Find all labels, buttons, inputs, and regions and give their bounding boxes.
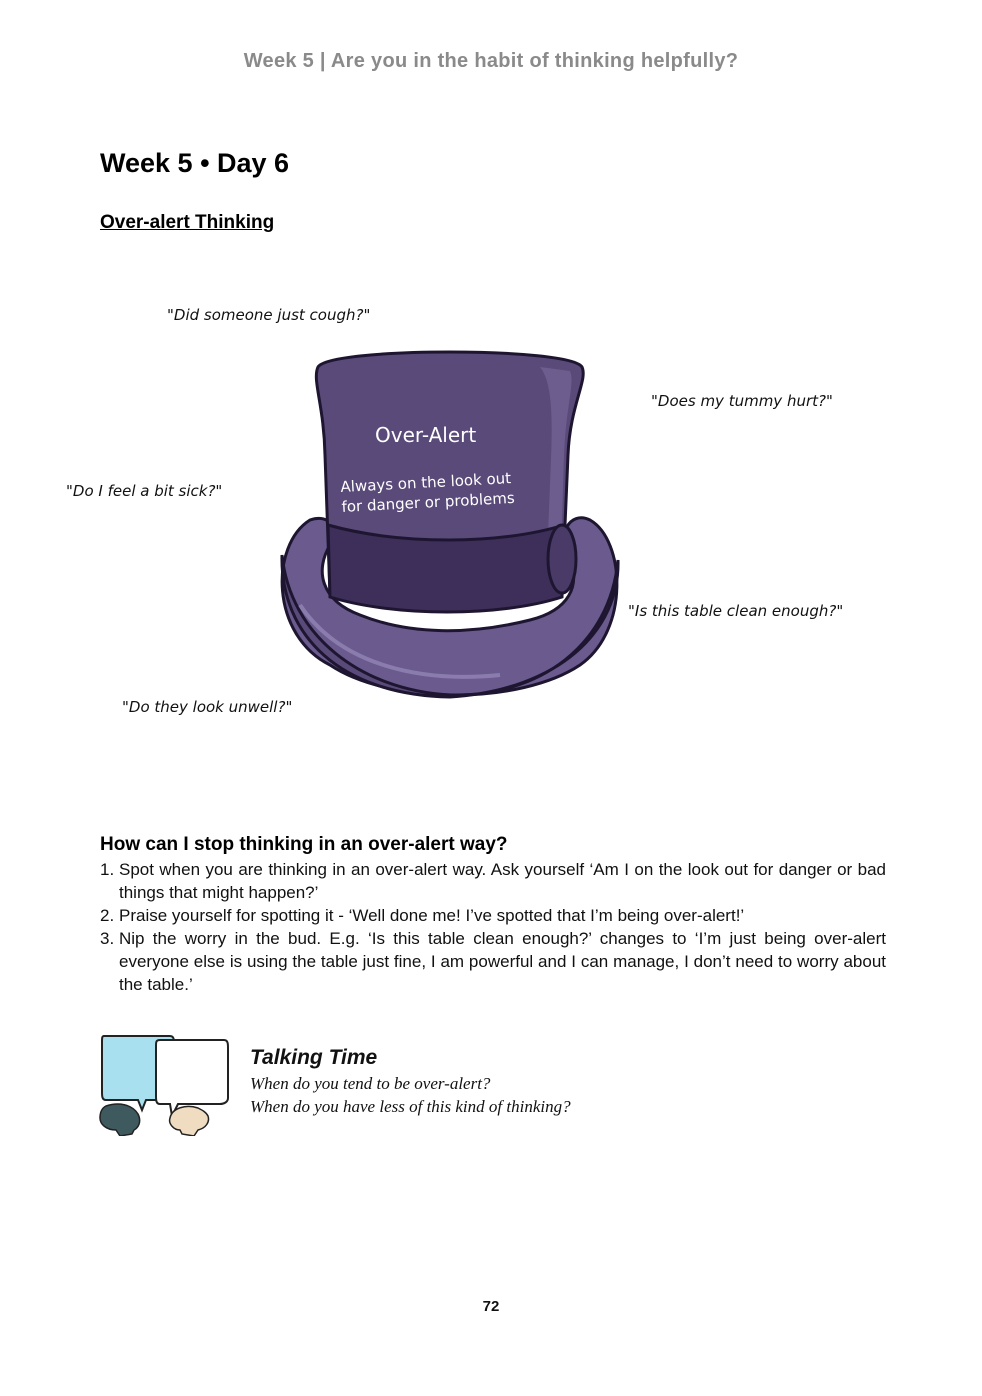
top-hat-illustration [270, 345, 630, 710]
day-title: Week 5 • Day 6 [100, 148, 290, 178]
step-text: Spot when you are thinking in an over-alert way. Ask yourself ‘Am I on the look out for danger or bad things that might happen?’ [119, 860, 886, 902]
talking-heads-icon [98, 1032, 234, 1136]
how-to-steps [100, 858, 886, 996]
thought-unwell: "Do they look unwell?" [122, 698, 293, 716]
talking-time-title: Talking Time [250, 1046, 378, 1069]
section-title: Over-alert Thinking [100, 212, 275, 233]
hat-subtitle-line-1: Always on the look out [340, 469, 512, 496]
step-item [100, 927, 886, 996]
talking-time-question-2: When do you have less of this kind of thinking? [250, 1097, 571, 1116]
thought-table: "Is this table clean enough?" [628, 602, 844, 620]
step-text: Praise yourself for spotting it - ‘Well done me! I’ve spotted that I’m being over-alert!’ [119, 906, 745, 925]
hat-subtitle-line-2: for danger or problems [341, 488, 516, 516]
page-number: 72 [482, 1298, 500, 1315]
hat-label: Over-Alert [375, 423, 477, 447]
thought-cough: "Did someone just cough?" [167, 306, 371, 324]
step-number: 2. [100, 906, 115, 925]
top-hat-icon [270, 345, 630, 710]
step-number: 3. [100, 929, 115, 948]
step-text: Nip the worry in the bud. E.g. ‘Is this table clean enough?’ changes to ‘I’m just being over-alert everyone else is using the table just fine, I am powerful and I can manage, I don’t need to worry about the table.’ [119, 929, 886, 994]
thought-sick: "Do I feel a bit sick?" [66, 482, 223, 500]
talking-time-question-1: When do you tend to be over-alert? [250, 1074, 491, 1093]
step-number: 1. [100, 860, 115, 879]
thought-tummy: "Does my tummy hurt?" [651, 392, 833, 410]
how-to-title: How can I stop thinking in an over-alert way? [100, 834, 508, 855]
step-item [100, 904, 886, 927]
step-item [100, 858, 886, 904]
running-header: Week 5 | Are you in the habit of thinking helpfully? [243, 50, 739, 72]
